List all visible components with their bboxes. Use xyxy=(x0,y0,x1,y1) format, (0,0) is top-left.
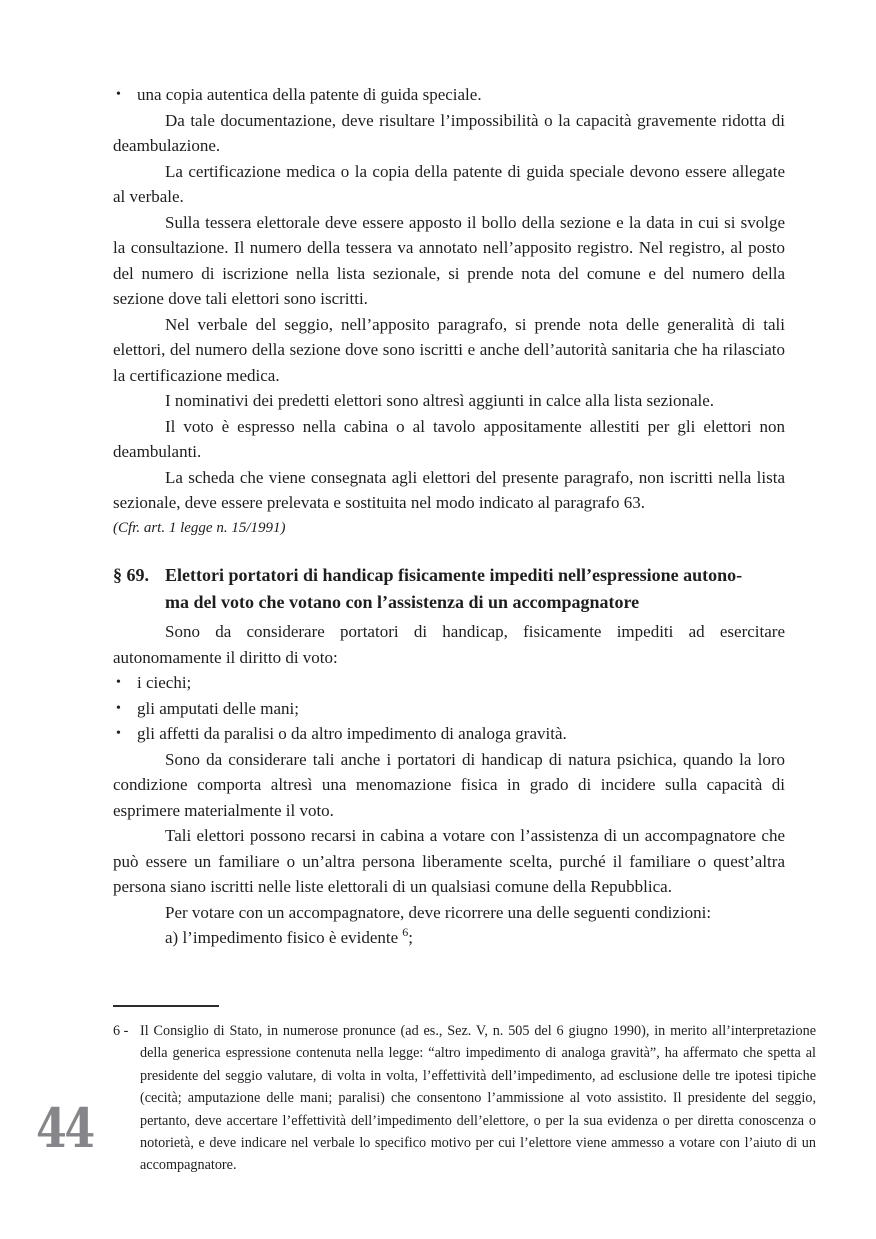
footnote xyxy=(113,1020,816,1177)
bullet-icon: • xyxy=(116,700,121,716)
section-heading xyxy=(113,562,785,616)
condition-a-text: a) l’impedimento fisico è evidente xyxy=(165,928,399,947)
paragraph: Il voto è espresso nella cabina o al tavolo appositamente allestiti per gli elettori non deambulanti. xyxy=(113,416,785,461)
list-item xyxy=(113,670,785,696)
bullet-icon: • xyxy=(116,726,121,741)
legal-citation: (Cfr. art. 1 legge n. 15/1991) xyxy=(113,519,286,536)
paragraph: Da tale documentazione, deve risultare l’impossibilità o la capacità gravemente ridotta di deambulazione. xyxy=(113,110,785,155)
condition-a xyxy=(113,925,785,951)
paragraph: Per votare con un accompagnatore, deve ricorrere una delle seguenti condizioni: xyxy=(165,902,712,922)
condition-a-suffix: ; xyxy=(408,928,413,947)
paragraph: Sono da considerare portatori di handicap, fisicamente impediti ad esercitare autonomamente il diritto di voto: xyxy=(113,622,785,667)
footnote-divider xyxy=(113,1005,219,1007)
list-item-text: gli affetti da paralisi o da altro impedimento di analoga gravità. xyxy=(137,724,567,743)
list-item xyxy=(113,82,785,108)
paragraph: Sulla tessera elettorale deve essere apposto il bollo della sezione e la data in cui si svolge la consultazione. Il numero della tessera va annotato nell’apposito registro. Nel registro, al posto del numero di iscrizione nella lista sezionale, si prende nota del comune e del numero della sezione dove tali elettori sono iscritti. xyxy=(113,212,785,308)
section-title-line1: Elettori portatori di handicap fisicamente impediti nell’espressione autono- xyxy=(165,565,743,585)
list-item-text: gli amputati delle mani; xyxy=(137,698,299,718)
list-item-text: i ciechi; xyxy=(137,673,192,692)
section-title-line2: ma del voto che votano con l’assistenza di un accompagnatore xyxy=(165,592,640,612)
section-number: § 69. xyxy=(113,565,149,585)
list-item-text: una copia autentica della patente di guida speciale. xyxy=(137,85,482,104)
page-number: 44 xyxy=(36,1096,93,1160)
footnote-ref: 6 xyxy=(402,925,409,940)
paragraph: La scheda che viene consegnata agli elettori del presente paragrafo, non iscritti nella lista sezionale, deve essere prelevata e sostituita nel modo indicato al paragrafo 63. xyxy=(113,467,785,512)
footnote-text: Il Consiglio di Stato, in numerose pronunce (ad es., Sez. V, n. 505 del 6 giugno 1990), in merito all’interpretazione della generica espressione contenuta nella legge: “altro impedimento di analoga gravità”, ha affermato che spetta al presidente del seggio valutare, di volta in volta, l’effettività dell’impedimento, ad esclusione delle tre ipotesi tipiche (cecità; amputazione delle mani; paralisi) che consentono l’ammissione al voto assistito. Il presidente del seggio, pertanto, deve accertare l’effettività dell’impedimento dell’elettore, o per la sua evidenza o per diretta conoscenza o notorietà, e deve indicare nel verbale lo specifico motivo per cui l’elettore viene ammesso a votare con l’aiuto di un accompagnatore. xyxy=(140,1023,816,1174)
main-text-block xyxy=(113,82,785,951)
bullet-icon: • xyxy=(116,675,121,690)
paragraph: I nominativi dei predetti elettori sono altresì aggiunti in calce alla lista sezionale. xyxy=(165,391,715,410)
paragraph: Sono da considerare tali anche i portatori di handicap di natura psichica, quando la loro condizione comporta altresì una menomazione fisica in grado di incidere sulla capacità di esprimere materialmente il voto. xyxy=(113,749,785,820)
paragraph: Tali elettori possono recarsi in cabina a votare con l’assistenza di un accompagnatore che può essere un familiare o un’altra persona liberamente scelta, purché il familiare o quest’altra persona siano iscritti nelle liste elettorali di un qualsiasi comune della Repubblica. xyxy=(113,826,785,896)
paragraph: Nel verbale del seggio, nell’apposito paragrafo, si prende nota delle generalità di tali elettori, del numero della sezione dove sono iscritti e anche dell’autorità sanitaria che ha rilasciato la certificazione medica. xyxy=(113,314,785,385)
list-item xyxy=(113,721,785,747)
list-item xyxy=(113,696,785,722)
bullet-icon: • xyxy=(116,87,121,102)
paragraph: La certificazione medica o la copia della patente di guida speciale devono essere allegate al verbale. xyxy=(113,161,785,206)
footnote-number: 6 - xyxy=(113,1023,129,1039)
